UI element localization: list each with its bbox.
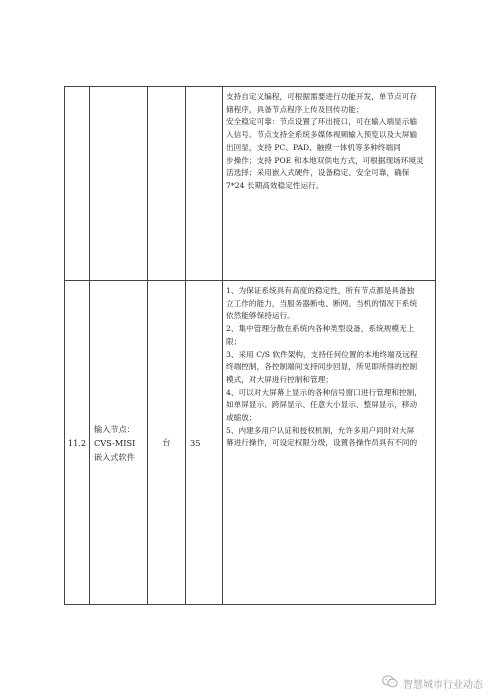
unit-cell: 台 (148, 281, 186, 605)
table-row (65, 281, 436, 605)
description-line: 1、为保证系统具有高度的稳定性，所有节点都是具备独 (226, 286, 415, 295)
description-line: 安全稳定可靠：节点设置了环出接口，可在输入端显示输 (226, 117, 418, 127)
unit-cell (148, 87, 186, 281)
description-line: 或缩放； (226, 413, 257, 423)
description-line: 活选择；采用嵌入式硬件，设备稳定、安全可靠，确保 (226, 168, 410, 178)
description-line: 模式，对大屏进行控制和管理； (226, 374, 334, 384)
description-line: 如单屏显示、跨屏显示、任意大小显示、整屏显示，移动 (226, 400, 418, 410)
table-row (65, 87, 436, 281)
description-line: 2、集中管理分散在系统内各种类型设备，系统规模无上 (226, 324, 415, 334)
description-line: 储程序，具备节点程序上传及回传功能； (226, 104, 364, 114)
description-line: 4、可以对大屏幕上显示的各种信号窗口进行管理和控制， (226, 387, 422, 397)
description-line: 终端控制，各控制端间支持同步回显，所见即所得的控制 (226, 362, 418, 372)
description-cell (223, 87, 436, 281)
description-line: 依然能够保持运行。 (226, 311, 295, 321)
description-line: 限； (226, 336, 242, 346)
description-line: 出回显，支持 PC、PAD、触摸一体机等多种终端同 (226, 142, 401, 152)
spec-table (64, 86, 436, 605)
row-number (65, 87, 90, 281)
description-line: 幕进行操作，可设定权限分级，设置各操作员具有不同的 (226, 438, 418, 448)
quantity-cell (186, 87, 223, 281)
description-line: 7*24 长期高效稳定性运行。 (226, 180, 324, 190)
description-line: 3、采用 C/S 软件架构，支持任何位置的本地终端及远程 (226, 349, 418, 359)
quantity-cell: 35 (186, 281, 223, 605)
description-line: 步操作；支持 POE 和本地双供电方式，可根据现场环境灵 (226, 155, 424, 165)
description-line: 5、内建多用户认证和授权机制，允许多用户同时对大屏 (226, 425, 415, 435)
description-line: 支持自定义编程，可根据需要进行功能开发，单节点可存 (226, 92, 418, 101)
item-name (90, 87, 148, 281)
watermark-text: 智慧城市行业动态 (403, 679, 483, 691)
description-line: 立工作的能力，当服务器断电、断网、当机的情况下系统 (226, 298, 418, 308)
description-cell (223, 281, 436, 605)
item-name: 输入节点：CVS-MISI 嵌入式软件 (90, 281, 148, 605)
account-watermark (382, 675, 483, 691)
row-number: 11.2 (65, 281, 90, 605)
wechat-icon (382, 675, 398, 691)
description-line: 入信号。节点支持全系统多媒体视频输入预览以及大屏输 (226, 130, 418, 140)
